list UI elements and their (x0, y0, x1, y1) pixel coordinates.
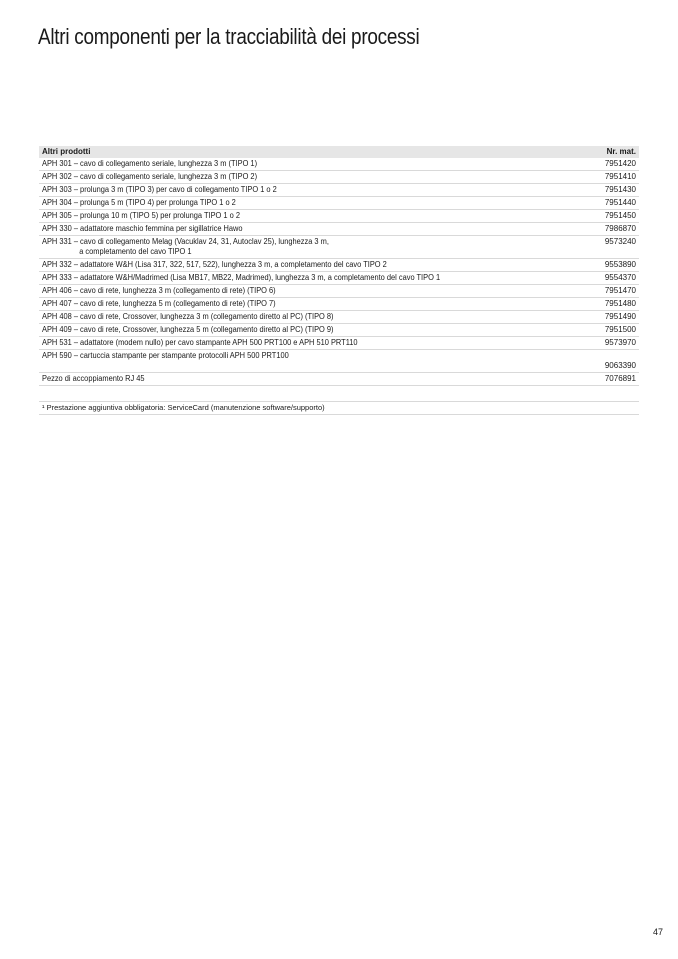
table-header (39, 146, 639, 158)
table-row (39, 171, 639, 184)
page-title: Altri componenti per la tracciabilità dei processi (38, 24, 420, 49)
material-number: 9063390 (604, 361, 636, 370)
product-description: APH 302 – cavo di collegamento seriale, lunghezza 3 m (TIPO 2) (42, 172, 258, 181)
material-number: 7951500 (604, 325, 636, 334)
material-number: 7951450 (604, 211, 636, 220)
product-description-line1: APH 331 – cavo di collegamento Melag (Vacuklav 24, 31, Autoclav 25), lunghezza 3 m, (42, 237, 329, 246)
table-row (39, 223, 639, 236)
table-row (39, 350, 639, 373)
material-number: 7951440 (604, 198, 636, 207)
material-number: 7951480 (604, 299, 636, 308)
table-row (39, 337, 639, 350)
material-number: 7951410 (604, 172, 636, 181)
header-products: Altri prodotti (42, 147, 91, 156)
material-number: 7951420 (604, 159, 636, 168)
table-row (39, 373, 639, 386)
product-description: APH 531 – adattatore (modem nullo) per cavo stampante APH 500 PRT100 e APH 510 PRT110 (42, 338, 358, 347)
product-description: APH 305 – prolunga 10 m (TIPO 5) per prolunga TIPO 1 o 2 (42, 211, 240, 220)
product-description: APH 304 – prolunga 5 m (TIPO 4) per prolunga TIPO 1 o 2 (42, 198, 236, 207)
product-description: APH 407 – cavo di rete, lunghezza 5 m (collegamento di rete) (TIPO 7) (42, 299, 276, 308)
table-row (39, 298, 639, 311)
header-material-number: Nr. mat. (606, 147, 636, 156)
material-number: 7951430 (604, 185, 636, 194)
material-number: 9553890 (604, 260, 636, 269)
product-description: APH 333 – adattatore W&H/Madrimed (Lisa MB17, MB22, Madrimed), lunghezza 3 m, a completamento del cavo TIPO 1 (42, 273, 441, 282)
material-number: 9554370 (604, 273, 636, 282)
product-description: APH 303 – prolunga 3 m (TIPO 3) per cavo di collegamento TIPO 1 o 2 (42, 185, 277, 194)
product-description-line2: a completamento del cavo TIPO 1 (79, 247, 192, 256)
product-description (42, 237, 557, 257)
material-number: 7951470 (604, 286, 636, 295)
material-number: 7076891 (604, 374, 636, 383)
table-row (39, 236, 639, 259)
table-row (39, 285, 639, 298)
table-row (39, 272, 639, 285)
table-row (39, 197, 639, 210)
table-row (39, 324, 639, 337)
products-table (39, 146, 639, 415)
product-description: APH 330 – adattatore maschio femmina per sigillatrice Hawo (42, 224, 243, 233)
page-number: 47 (652, 927, 663, 937)
table-row (39, 311, 639, 324)
table-row (39, 184, 639, 197)
product-description: APH 408 – cavo di rete, Crossover, lunghezza 3 m (collegamento diretto al PC) (TIPO 8) (42, 312, 334, 321)
table-row (39, 210, 639, 223)
material-number: 9573970 (604, 338, 636, 347)
product-description: APH 409 – cavo di rete, Crossover, lunghezza 5 m (collegamento diretto al PC) (TIPO 9) (42, 325, 334, 334)
material-number: 7986870 (604, 224, 636, 233)
table-row (39, 158, 639, 171)
product-description: APH 301 – cavo di collegamento seriale, lunghezza 3 m (TIPO 1) (42, 159, 258, 168)
product-description: Pezzo di accoppiamento RJ 45 (42, 374, 145, 383)
footnote: ¹ Prestazione aggiuntiva obbligatoria: ServiceCard (manutenzione software/supporto) (39, 401, 639, 415)
product-description: APH 406 – cavo di rete, lunghezza 3 m (collegamento di rete) (TIPO 6) (42, 286, 276, 295)
material-number: 9573240 (604, 237, 636, 246)
product-description: APH 590 – cartuccia stampante per stampante protocolli APH 500 PRT100 (42, 351, 289, 360)
material-number: 7951490 (604, 312, 636, 321)
table-row (39, 259, 639, 272)
product-description: APH 332 – adattatore W&H (Lisa 317, 322, 517, 522), lunghezza 3 m, a completamento del cavo TIPO 2 (42, 260, 387, 269)
